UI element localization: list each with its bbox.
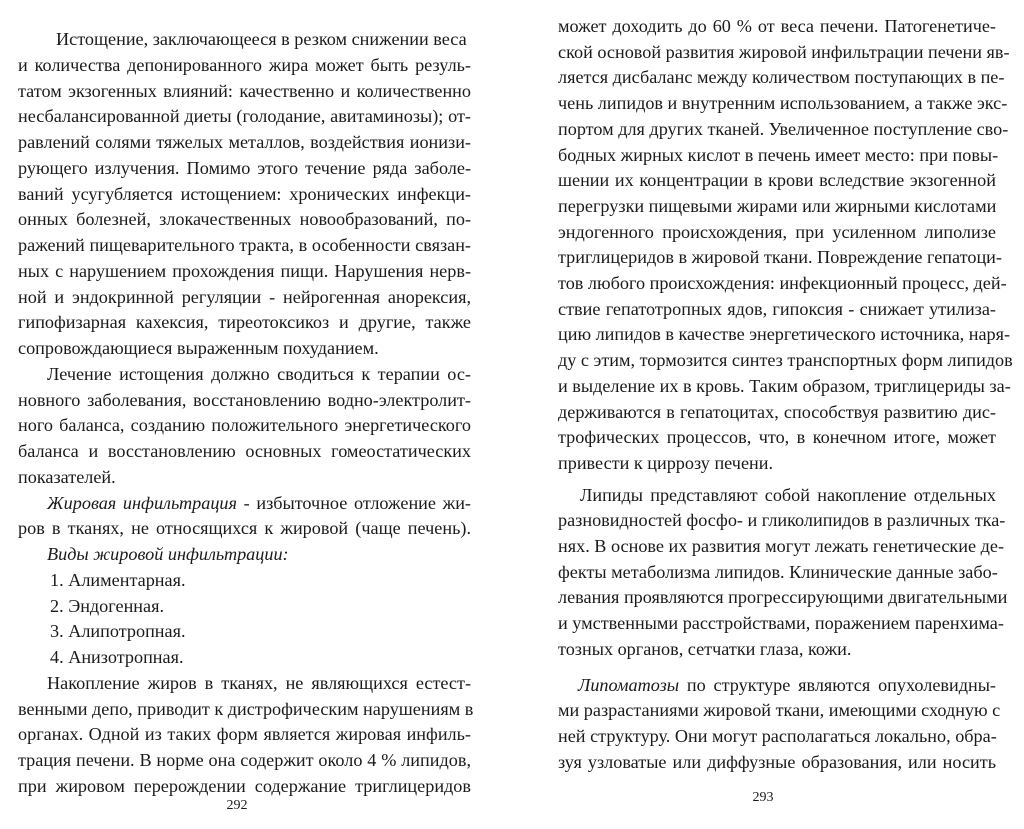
left-text-line: и количества депонированного жира может быть резуль-	[18, 54, 471, 75]
right-text-line: нях. В основе их развития могут лежать генетические де-	[558, 536, 1005, 556]
right-text-line: тов любого происхождения: инфекционный процесс, дей-	[558, 273, 1007, 293]
right-text-line: триглицеридов в жировой ткани. Повреждение гепатоци-	[558, 247, 1002, 268]
right-text-line: ской основой развития жировой инфильтрации печени яв-	[558, 41, 1010, 62]
right-text-line: и умственными расстройствами, поражением паренхима-	[558, 613, 1004, 634]
left-text-line: венными депо, приводит к дистрофическим нарушениям в	[18, 698, 474, 719]
right-text-line: трофических процессов, что, в конечном итоге, может	[558, 427, 996, 448]
right-text-line: ляется дисбаланс между количеством поступающих в пе-	[558, 67, 1005, 88]
left-text-line: Лечение истощения должно сводиться к терапии ос-	[47, 363, 471, 384]
left-text-line: 2. Эндогенная.	[50, 595, 165, 616]
right-line-text: по структуре являются опухолевидны-	[686, 674, 996, 695]
right-text-line: перегрузки пищевыми жирами или жирными кислотами	[558, 195, 997, 216]
right-text-line: портом для других тканей. Увеличенное поступление сво-	[558, 118, 1009, 139]
right-text-line: тозных органов, сетчатки глаза, кожи.	[558, 638, 852, 659]
right-text-line: шении их концентрации в крови вследствие экзогенной	[558, 170, 996, 191]
right-text-line: привести к циррозу печени.	[558, 452, 774, 473]
right-text-line: ней структуру. Они могут располагаться локально, обра-	[558, 725, 997, 746]
left-text-line: ров в тканях, не относящихся к жировой (чаще печень).	[18, 518, 471, 539]
left-text-line: 4. Анизотропная.	[50, 647, 184, 667]
right-text-line: держиваются в гепатоцитах, способствуя развитию дис-	[558, 401, 996, 422]
left-text-line: баланса и восстановлению основных гомеостатических	[18, 441, 471, 461]
left-text-line: Истощение, заключающееся в резком снижении веса	[56, 29, 467, 49]
left-text-line: онных болезней, злокачественных новообразований, по-	[18, 209, 471, 230]
right-text-line: Липиды представляют собой накопление отдельных	[580, 484, 996, 505]
left-page-number: 292	[226, 798, 248, 813]
right-text-line: чень липидов и внутренним использованием, а также экс-	[558, 93, 1008, 114]
right-text-line: ду с этим, тормозится синтез транспортных форм липидов	[558, 350, 1013, 371]
right-text-line: может доходить до 60 % от веса печени. Патогенетиче-	[558, 16, 996, 36]
left-text-line: ной и эндокринной регуляции - нейрогенная анорексия,	[18, 286, 471, 307]
right-text-line: зуя узловатые или диффузные образования, или носить	[558, 751, 996, 772]
right-text-line: эндогенного происхождения, при усиленном липолизе	[558, 221, 996, 242]
left-text-line: ваний усугубляется истощением: хронических инфекци-	[18, 183, 471, 204]
left-text-line: показателей.	[18, 466, 116, 487]
left-text-line: ных с нарушением прохождения пищи. Нарушения нерв-	[18, 260, 471, 281]
right-text-line: разновидностей фосфо- и гликолипидов в различных тка-	[558, 510, 1006, 531]
left-text-line: рующего излучения. Помимо этого течение ряда заболе-	[18, 157, 471, 178]
left-text-line: Накопление жиров в тканях, не являющихся естест-	[47, 672, 471, 693]
left-text-line: ного баланса, созданию положительного энергетического	[18, 415, 471, 436]
right-italic-term: Липоматозы	[578, 674, 680, 695]
left-text-line: 3. Алипотропная.	[50, 621, 186, 642]
left-text-line: 1. Алиментарная.	[50, 569, 186, 590]
right-text-line: ми разрастаниями жировой ткани, имеющими сходную с	[558, 700, 1001, 721]
right-text-line: и выделение их в кровь. Таким образом, триглицериды за-	[558, 375, 1011, 396]
left-text-line: несбалансированной диеты (голодание, авитаминозы); от-	[18, 106, 471, 127]
left-text-line: ражений пищеварительного тракта, в особенности связан-	[18, 235, 471, 255]
right-page-number: 293	[752, 790, 774, 805]
left-text-line: гипофизарная кахексия, тиреотоксикоз и другие, также	[18, 312, 471, 333]
right-text-line: цию липидов в качестве энергетического источника, наря-	[558, 324, 1011, 345]
left-line-text: - избыточное отложение жи-	[243, 492, 471, 513]
left-text-line: при жировом перерождении содержание триглицеридов	[18, 775, 471, 796]
left-text-line: сопровождающиеся выраженным похуданием.	[18, 338, 379, 358]
left-text-line: трация печени. В норме она содержит около 4 % липидов,	[18, 750, 471, 770]
left-text-line: Виды жировой инфильтрации:	[47, 544, 289, 564]
right-text-line	[578, 672, 996, 698]
left-text-line: равлений солями тяжелых металлов, воздействия ионизи-	[18, 132, 471, 152]
left-text-line: органах. Одной из таких форм является жировая инфиль-	[18, 724, 471, 745]
left-italic-term: Жировая инфильтрация	[47, 492, 237, 513]
right-text-line: бодных жирных кислот в печень имеет место: при повы-	[558, 144, 999, 165]
right-page	[512, 0, 1024, 829]
right-text-line: фекты метаболизма липидов. Клинические данные забо-	[558, 561, 998, 582]
left-text-line: новного заболевания, восстановлению водно-электролит-	[18, 389, 471, 410]
left-text-line: татом экзогенных влияний: качественно и количественно	[18, 80, 471, 101]
right-text-line: левания проявляются прогрессирующими двигательными	[558, 587, 1008, 608]
left-text-line	[47, 490, 471, 516]
right-text-line: ствие гепатотропных ядов, гипоксия - снижает утилиза-	[558, 298, 996, 319]
